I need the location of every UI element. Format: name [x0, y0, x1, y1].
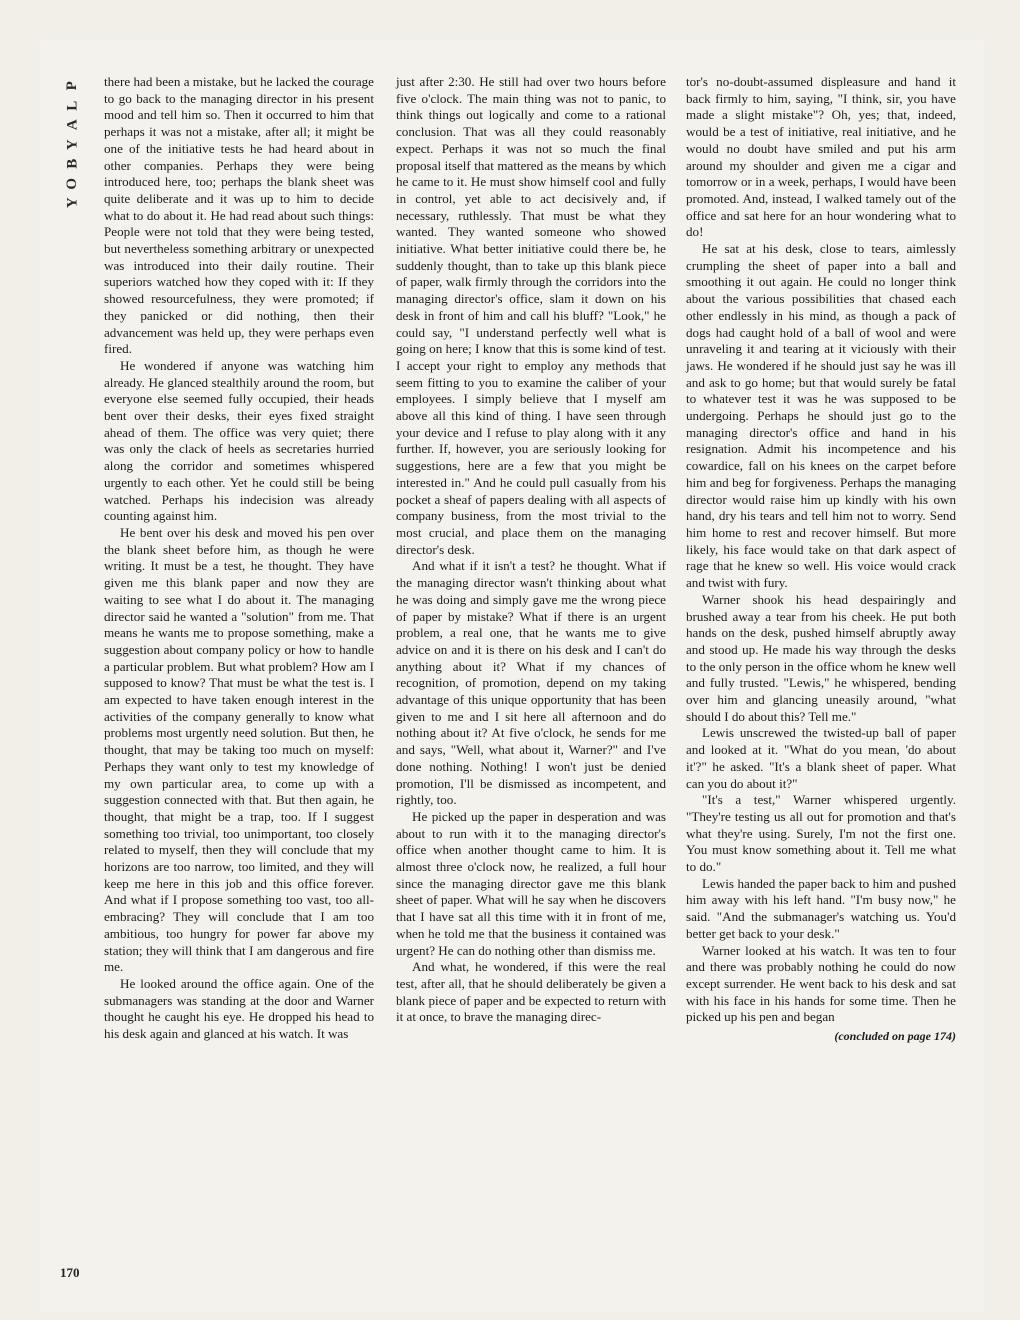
- paragraph: "It's a test," Warner whispered urgently. "They're testing us all out for promotion and that's what they're using. Surely, I'm not the first one. You must know something about it. Tell me what to do.": [686, 792, 956, 875]
- running-head-letter: P: [64, 81, 81, 91]
- running-head-letter: B: [64, 158, 81, 169]
- paragraph: He looked around the office again. One of the submanagers was standing at the door and Warner thought he caught his eye. He dropped his head to his desk again and glanced at his watch. It was: [104, 975, 374, 1042]
- running-head-letter: Y: [64, 138, 81, 150]
- paragraph: Warner shook his head despairingly and brushed away a tear from his cheek. He put both hands on the desk, pushed himself abruptly away and stood up. He made his way through the desks to the only person in the office whom he knew well and fully trusted. "Lewis," he whispered, bending over him and glancing uneasily around, "what should I do about this? Tell me.": [686, 591, 956, 724]
- paragraph: Warner looked at his watch. It was ten to four and there was probably nothing he could do now except surrender. He went back to his desk and sat with his face in his hands for some time. Then he picked up his pen and began: [686, 942, 956, 1025]
- paragraph: He picked up the paper in desperation and was about to run with it to the managing director's office when another thought came to him. It is almost three o'clock now, he realized, a full hour since the managing director gave me this blank sheet of paper. What will he say when he discovers that I have sat all this time with it in front of me, when he told me that the business it contained was urgent? He can do nothing other than dismiss me.: [396, 808, 666, 958]
- text-column-2: [396, 74, 666, 1026]
- paragraph: He bent over his desk and moved his pen over the blank sheet before him, as though he were writing. It must be a test, he thought. They have given me this blank paper and now they are waiting to see what I do about it. The managing director said he wanted a "solution" from me. That means he wants me to propose something, make a suggestion about company policy or how to handle a particular problem. But what problem? How am I supposed to know? That must be what the test is. I am expected to have taken enough interest in the activities of the company generally to know what problems most urgently need solution. But then, he thought, that may be taking too much on myself: Perhaps they want only to test my knowledge of my own particular area, to come up with a suggestion connected with that. But then again, he thought, that might be a trap, too. If I suggest something too trivial, too unimportant, too closely related to myself, then they will conclude that my horizons are too narrow, too limited, and they will keep me here in this job and this office forever. And what if I propose something too vast, too all-embracing? They will conclude that I am too ambitious, too hungry for power far above my station; they will think that I am dangerous and fire me.: [104, 524, 374, 975]
- paragraph: And what if it isn't a test? he thought. What if the managing director wasn't thinking about what he was doing and simply gave me the wrong piece of paper by mistake? What if there is an urgent problem, a real one, that he wants me to give advice on and it is there on his desk and I can't do anything about it? What if my chances of recognition, of promotion, depend on my taking advantage of this unique opportunity that has been given to me and I sit here all afternoon and do nothing about it? At five o'clock, he sends for me and says, "Well, what about it, Warner?" and I've done nothing. Nothing! I won't just be denied promotion, I'll be dismissed as incompetent, and rightly, too.: [396, 558, 666, 808]
- running-head-letter: A: [64, 119, 81, 131]
- running-head-letter: L: [64, 100, 81, 111]
- paragraph: Lewis unscrewed the twisted-up ball of paper and looked at it. "What do you mean, 'do about it'?" he asked. "It's a blank sheet of paper. What can you do about it?": [686, 725, 956, 791]
- paragraph: tor's no-doubt-assumed displeasure and hand it back firmly to him, saying, "I think, sir, you have made a slight mistake"? Oh, yes; that, indeed, would be a test of initiative, real initiative, and he would no doubt have smiled and put his arm around my shoulder and given me a cigar and tomorrow or in a week, perhaps, I would have been promoted. And, instead, I walked tamely out of the office and sat here for an hour wondering what to do!: [686, 74, 956, 240]
- page-number: 170: [60, 1265, 80, 1280]
- running-head: [58, 76, 88, 213]
- paragraph: Lewis handed the paper back to him and pushed him away with his left hand. "I'm busy now," he said. "And the submanager's watching us. You'd better get back to your desk.": [686, 875, 956, 941]
- text-column-3: [686, 74, 956, 1045]
- paragraph: just after 2:30. He still had over two hours before five o'clock. The main thing was not to panic, to think things out logically and come to a rational conclusion. That was all they could reasonably expect. Perhaps it was not so much the final proposal itself that mattered as the means by which he came to it. He must show himself cool and fully in control, yet able to act decisively and, if necessary, ruthlessly. That must be what they wanted. They wanted someone who showed initiative. What better initiative could there be, he suddenly thought, than to take up this blank piece of paper, walk firmly through the corridors into the managing director's office, slam it down on his desk in front of him and call his bluff? "Look," he could say, "I understand perfectly well what is going on here; I know that this is some kind of test. I accept your right to employ any methods that seem fitting to you to examine the caliber of your employees. I simply believe that I myself am above all this kind of thing. I have seen through your device and I refuse to play along with it any further. If, however, you are seriously looking for suggestions, here are a few that you might be interested in." And he could pull casually from his pocket a sheaf of papers dealing with all aspects of company business, from the most trivial to the most crucial, and place them on the managing director's desk.: [396, 74, 666, 557]
- running-head-letter: O: [64, 177, 81, 190]
- paragraph: He sat at his desk, close to tears, aimlessly crumpling the sheet of paper into a ball and smoothing it out again. He could no longer think about the various possibilities that chased each other endlessly in his mind, as though a pack of dogs had caught hold of a ball of wool and were unraveling it and tearing at it viciously with their jaws. He wondered if he should just say he was ill and ask to go home; but that would surely be fatal to whatever test it was he was supposed to be undergoing. Perhaps he should just go to the managing director's office and hand in his resignation. Admit his incompetence and his cowardice, fall on his knees on the carpet before him and beg for forgiveness. Perhaps the managing director would raise him up kindly with his own hand, dry his tears and tell him not to worry. Send him home to rest and recover himself. But more likely, his face would take on that dark aspect of rage that he knew so well. His voice would crack and twist with fury.: [686, 241, 956, 591]
- continuation-note: (concluded on page 174): [834, 1029, 956, 1044]
- paragraph: He wondered if anyone was watching him already. He glanced stealthily around the room, but everyone else seemed fully occupied, their heads bent over their desks, their eyes fixed straight ahead of them. The office was very quiet; there was only the clack of heels as secretaries hurried along the corridor and sometimes whispered urgently to each other. Yet he could still be being watched. Perhaps his indecision was already counting against him.: [104, 357, 374, 524]
- paragraph: And what, he wondered, if this were the real test, after all, that he should deliberately be given a blank piece of paper and be expected to return with it at once, to brave the managing direc-: [396, 959, 666, 1025]
- text-column-1: [104, 74, 374, 1043]
- running-head-letter: Y: [64, 197, 81, 209]
- paragraph: there had been a mistake, but he lacked the courage to go back to the managing director in his present mood and tell him so. Then it occurred to him that perhaps it was not a mistake, after all; it might be one of the initiative tests he had heard about in other companies. Perhaps they were being introduced here, too; perhaps the blank sheet was quite deliberate and it was up to him to decide what to do about it. He had read about such things: People were not told that they were being tested, but nevertheless something arbitrary or unexpected was introduced into their daily routine. Their superiors watched how they coped with it: If they showed resourcefulness, they were promoted; if they panicked or did nothing, then their advancement was held up, they were perhaps even fired.: [104, 74, 374, 357]
